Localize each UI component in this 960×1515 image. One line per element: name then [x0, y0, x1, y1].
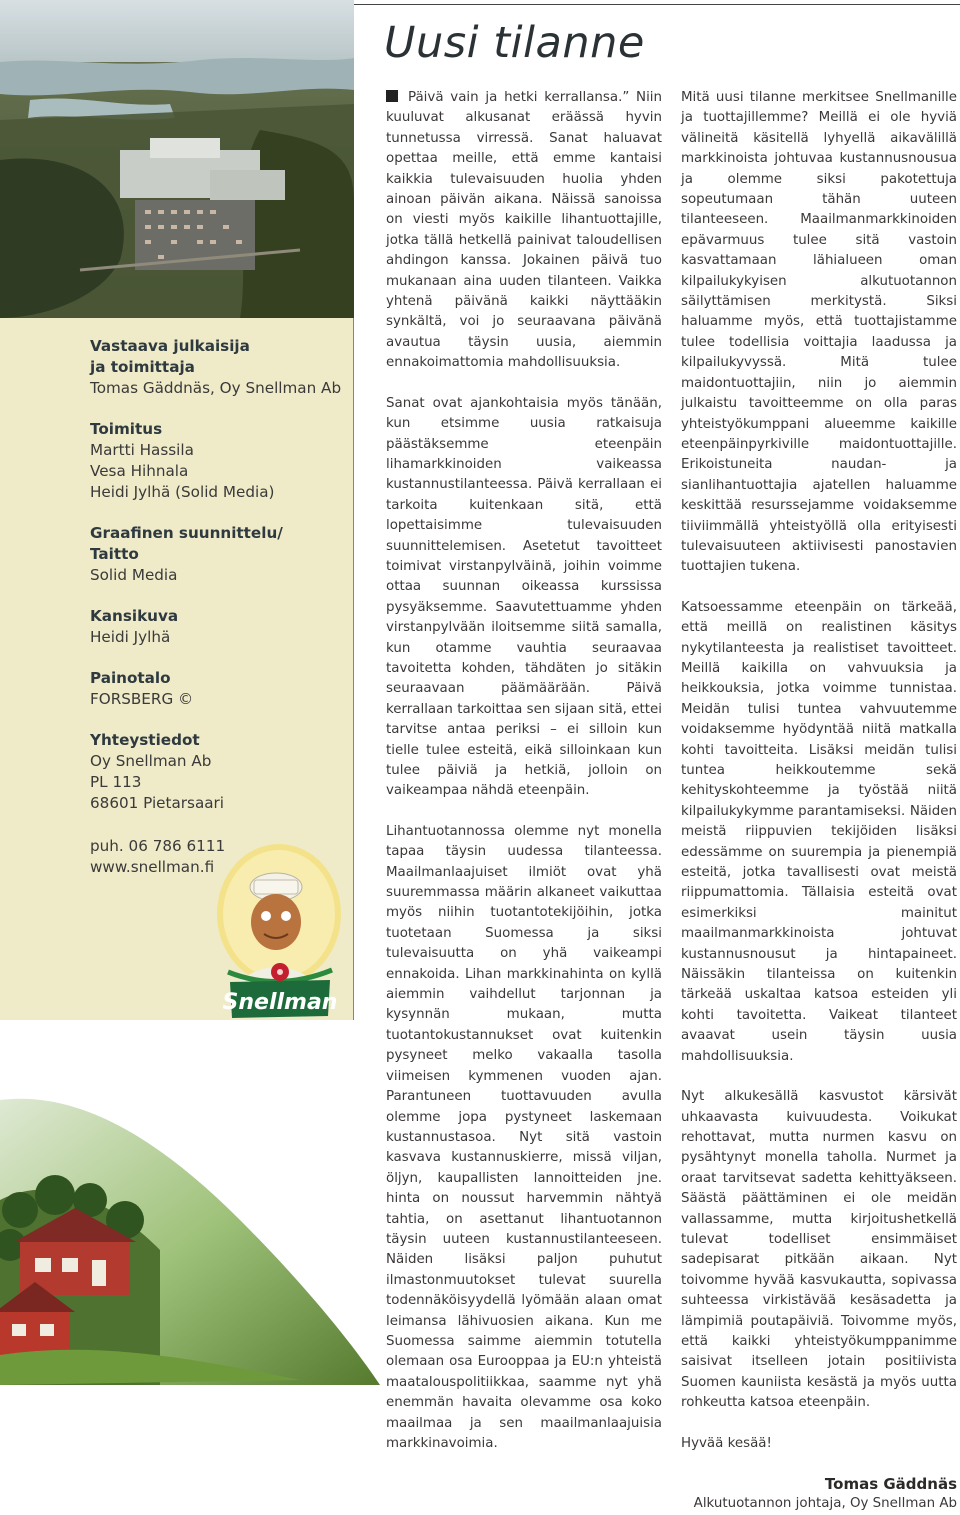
paragraph: Nyt alkukesällä kasvustot kärsivät uhkaavasta kuivuudesta. Voikukat rehottavat, mutta nurmen kasvu on pysähtynyt monella taholla. Nurmet ja oraat tarvitsevat sadetta kehittyäkseen. Säästä päättäminen ei ole meidän vallassamme, mutta kirjoitushetkellä tulevat todelliset ensimmäiset sadepisarat pitkään aikaan. Nyt toivomme hyvää kasvukautta, sopivassa suhteessa virkistävää kesäsadetta ja lämpimiä poutapäiviä. Toivomme myös, että kaikki yhteistyökumppanimme saisivat itselleen jotain positiivista Suomen kauniista kesästä ja myös uutta rohkeutta katsoa eteenpäin.: [681, 1089, 957, 1411]
masthead-value: Vesa Hihnala: [90, 462, 189, 480]
masthead-value: Tomas Gäddnäs, Oy Snellman Ab: [90, 379, 342, 397]
masthead: [90, 336, 345, 878]
masthead-contact: [90, 730, 345, 814]
masthead-value: PL 113: [90, 773, 142, 791]
signoff: Hyvää kesää!: [681, 1435, 772, 1451]
masthead-value: FORSBERG ©: [90, 690, 194, 708]
paragraph: Mitä uusi tilanne merkitsee Snellmanille ja tuottajillemme? Meillä ei ole hyviä välineitä käsitellä lyhyellä aikavälillä markkinoista johtuvaa kustannusnousua ja olemme siksi pakotettuja sopeutumaan tähän uuteen tilanteeseen. Maailmanmarkkinoiden epävarmuus tulee sitä vastoin kasvattamaan lähialueen oman kilpailukykyisen alkutuotannon säilyttämisen merkitystä. Siksi haluamme myös, että tuottajistamme tulee todellisia voittajia laadussa ja kilpailukyvyssä. Mitä tulee maidontuottajiin, niin jo aiemmin julkaistu tavoitteemme on olla paras yhteistyökumppani alueemme kaikille eteenpäinpyrkiville maidontuottajille. Erikoistuneita naudan- ja sianlihantuottajia ajatellen haluamme keskittää resurssejamme voidaksemme tiiviimmällä yhteistyöllä olla erityisesti tulevaisuuteen aktiivisesti panostavien tuottajien tukena.: [681, 90, 957, 575]
article-column-1: [386, 88, 662, 1474]
masthead-sidebar: [0, 0, 354, 1021]
masthead-value: Oy Snellman Ab: [90, 752, 212, 770]
paragraph: Katsoessamme eteenpäin on tärkeää, että meillä on realistinen käsitys nykytilanteesta ja realistiset tavoitteet. Meillä kaikilla on vahvuuksia ja heikkouksia, jotka voimme tunnistaa. Meidän tulisi tuntea vahvuutemme voidaksemme hyödyntää niitä matkalla kohti tavoitteita. Lisäksi meidän tulisi tuntea heikkoutemme sekä kehityskohteemme ja työstää niitä kilpailukykymme parantamiseksi. Näiden meistä riippuvien tekijöiden lisäksi edessämme on suurempia ja pienempiä esteitä, jotka tavallisesti ovat meistä riippumattomia. Tällaisia esteitä ovat esimerkiksi mainitut maailmanmarkkinoista johtuvat kustannusnousut ja hintapaineet. Näissäkin tilanteissa on kuitenkin tärkeää uskaltaa katsoa esteiden yli kohti tavoitetta. Vaikeat tilanteet avaavat usein täysin uusia mahdollisuuksia.: [681, 599, 957, 1064]
masthead-design: [90, 523, 345, 586]
paragraph: Sanat ovat ajankohtaisia myös tänään, kun etsimme uusia ratkaisuja päästäksemme eteenpäin lihamarkkinoiden vaikeassa kustannustilanteessa. Päivä kerrallaan ei tarkoita kuitenkaan sitä, että lopettaisimme tulevaisuuden suunnittelemisen. Asetetut tavoitteet toimivat virstanpylväinä, joihin voimme ottaa suunnan oikeassa kurssissa pysyäksemme. Saavutettuamme yhden virstanpylvään iloitsemme siitä samalla, kun otamme vauhtia seuraavaa tavoitetta kohden, tähdäten jo sitäkin seuraavaan päämäärään. Päivä kerrallaan tarkoittaa sen sijaan sitä, ettei tarvitse antaa periksi – ei silloin kun tielle tulee esteitä, eikä silloinkaan kun tulee päiviä ja hetkiä, jolloin on vaikeampaa nähdä eteenpäin.: [386, 395, 662, 799]
paragraph-text: Päivä vain ja hetki kerrallansa.” Niin kuuluvat alkusanat eräässä hyvin tunnetussa virressä. Sanat haluavat opettaa meille, että emme kantaisi kaikkia tulevaisuuden huolia yhden ainoan päivän aikana. Näissä sanoissa on viesti myös kaikille lihantuottajille, jotka tällä hetkellä painivat taloudellisen ahdingon kanssa. Jokainen päivä tuo mukanaan aina uuden tilanteen. Vaikka yhtenä päivänä kaikki näyttääkin synkältä, voi jo seuraavana päivänä avautua täysin uusia, aiemmin ennakoimattomia mahdollisuuksia.: [386, 90, 662, 371]
website-link[interactable]: www.snellman.fi: [90, 858, 215, 876]
masthead-heading: Toimitus: [90, 420, 163, 438]
paragraph: Lihantuotannossa olemme nyt monella tapaa täysin uudessa tilanteessa. Maailmanlaajuiset ilmiöt ovat yhä suuremmassa määrin alkaneet vaikuttaa myös niihin tuotantotekijöihin, jotka tuotetaan Suomessa ja siksi tulevaisuutta on yhä vaikeampi ennakoida. Lihan markkinahinta on kyllä aiemmin vaihdellut tarjonnan ja kysynnän mukaan, mutta tuotantokustannukset ovat kuitenkin pysyneet melko vakaalla tasolla viimeisen kymmenen vuoden ajan. Parantuneen tuottavuuden avulla olemme jopa pystyneet laskemaan kustannustasoa. Nyt sitä vastoin kasvava kustannuskierre, missä viljan, öljyn, kaupallisten lannoitteiden jne. hinta on noussut harvemmin nähtyä tahtia, on asettanut lihantuotannon täysin uuteen kustannustilanteeseen. Näiden lisäksi paljon puhutut ilmastonmuutokset tulevat suurella todennäköisyydellä lyömään alaan omat leimansa lähivuosien aikana. Kun me Suomessa saimme aiemmin totutella olemaan osa Eurooppaa ja EU:n yhteistä maatalouspolitiikkaa, saamme nyt yhä enemmän havaita olevamme osa koko maailmaa ja sen maailmanlaajuisia markkinavoimia.: [386, 823, 662, 1451]
masthead-value: Heidi Jylhä (Solid Media): [90, 483, 275, 501]
landscape-illustration: [0, 1020, 380, 1385]
masthead-value: Martti Hassila: [90, 441, 194, 459]
page-title: Uusi tilanne: [384, 18, 645, 68]
logo-wordmark: Snellman: [222, 990, 338, 1015]
masthead-value: 68601 Pietarsaari: [90, 794, 225, 812]
aerial-photo: [0, 0, 354, 318]
masthead-value: Solid Media: [90, 566, 178, 584]
masthead-heading: Vastaava julkaisija ja toimittaja: [90, 337, 250, 376]
masthead-publisher: [90, 336, 345, 399]
article-column-2: [681, 88, 957, 1515]
masthead-editorial: [90, 419, 345, 503]
bullet-square-icon: [386, 90, 398, 102]
masthead-heading: Yhteystiedot: [90, 731, 200, 749]
paragraph: [386, 88, 662, 374]
phone-number: puh. 06 786 6111: [90, 837, 226, 855]
masthead-printer: [90, 668, 345, 710]
masthead-heading: Graafinen suunnittelu/ Taitto: [90, 524, 283, 563]
masthead-cover: [90, 606, 345, 648]
masthead-heading: Kansikuva: [90, 607, 179, 625]
signature-role: Alkutuotannon johtaja, Oy Snellman Ab: [693, 1496, 957, 1512]
masthead-value: Heidi Jylhä: [90, 628, 171, 646]
signature-name: Tomas Gäddnäs: [824, 1475, 957, 1493]
snellman-logo: [208, 842, 350, 1022]
masthead-heading: Painotalo: [90, 669, 171, 687]
